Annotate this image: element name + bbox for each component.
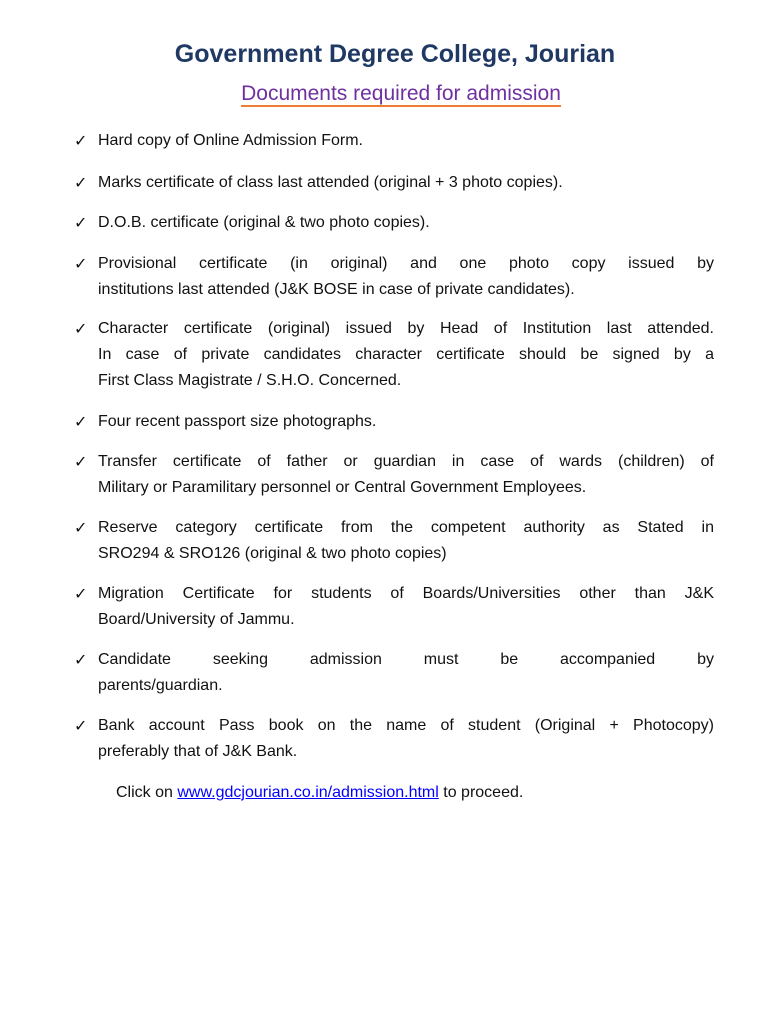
list-item — [74, 581, 714, 633]
list-item-line: Candidate seeking admission must be accompanied by — [98, 651, 714, 668]
checkmark-icon: ✓ — [74, 133, 88, 150]
checkmark-icon: ✓ — [74, 520, 88, 537]
list-item-line: parents/guardian. — [98, 677, 223, 694]
list-item-line: Transfer certificate of father or guardian in case of wards (children) of — [98, 453, 714, 470]
list-item-line: First Class Magistrate / S.H.O. Concerned. — [98, 372, 402, 389]
list-item-line: Hard copy of Online Admission Form. — [98, 132, 363, 149]
list-item — [74, 210, 714, 236]
list-item — [74, 647, 714, 699]
checkmark-icon: ✓ — [74, 321, 88, 338]
subtitle-text: Documents required for admission — [241, 82, 561, 105]
document-subtitle — [0, 82, 768, 106]
checkmark-icon: ✓ — [74, 586, 88, 603]
list-item — [74, 316, 714, 394]
list-item — [74, 128, 714, 154]
list-item-line: Marks certificate of class last attended (original + 3 photo copies). — [98, 174, 563, 191]
checkmark-icon: ✓ — [74, 718, 88, 735]
admission-link[interactable]: www.gdcjourian.co.in/admission.html — [177, 784, 439, 801]
list-item-line: Four recent passport size photographs. — [98, 413, 377, 430]
list-item-line: Board/University of Jammu. — [98, 611, 295, 628]
list-item — [74, 170, 714, 196]
list-item — [74, 515, 714, 567]
list-item — [74, 251, 714, 303]
list-item-line: D.O.B. certificate (original & two photo copies). — [98, 214, 430, 231]
list-item-line: Migration Certificate for students of Boards/Universities other than J&K — [98, 585, 714, 602]
list-item — [74, 713, 714, 765]
list-item — [74, 449, 714, 501]
list-item-line: Provisional certificate (in original) and one photo copy issued by — [98, 255, 714, 272]
document-title: Government Degree College, Jourian — [174, 40, 616, 68]
checkmark-icon: ✓ — [74, 414, 88, 431]
list-item-line: SRO294 & SRO126 (original & two photo copies) — [98, 545, 447, 562]
list-item — [74, 409, 714, 435]
list-item-line: institutions last attended (J&K BOSE in case of private candidates). — [98, 281, 575, 298]
footer-prefix: Click on — [116, 784, 178, 801]
list-item-line: Character certificate (original) issued by Head of Institution last attended. — [98, 320, 714, 337]
footer-suffix: to proceed. — [438, 784, 524, 801]
checkmark-icon: ✓ — [74, 454, 88, 471]
checkmark-icon: ✓ — [74, 256, 88, 273]
list-item-line: Bank account Pass book on the name of student (Original + Photocopy) — [98, 717, 714, 734]
footer-instruction — [116, 780, 523, 806]
list-item-line: Reserve category certificate from the competent authority as Stated in — [98, 519, 714, 536]
list-item-line: Military or Paramilitary personnel or Central Government Employees. — [98, 479, 587, 496]
checkmark-icon: ✓ — [74, 175, 88, 192]
list-item-line: preferably that of J&K Bank. — [98, 743, 298, 760]
checkmark-icon: ✓ — [74, 652, 88, 669]
checkmark-icon: ✓ — [74, 215, 88, 232]
list-item-line: In case of private candidates character certificate should be signed by a — [98, 346, 714, 363]
